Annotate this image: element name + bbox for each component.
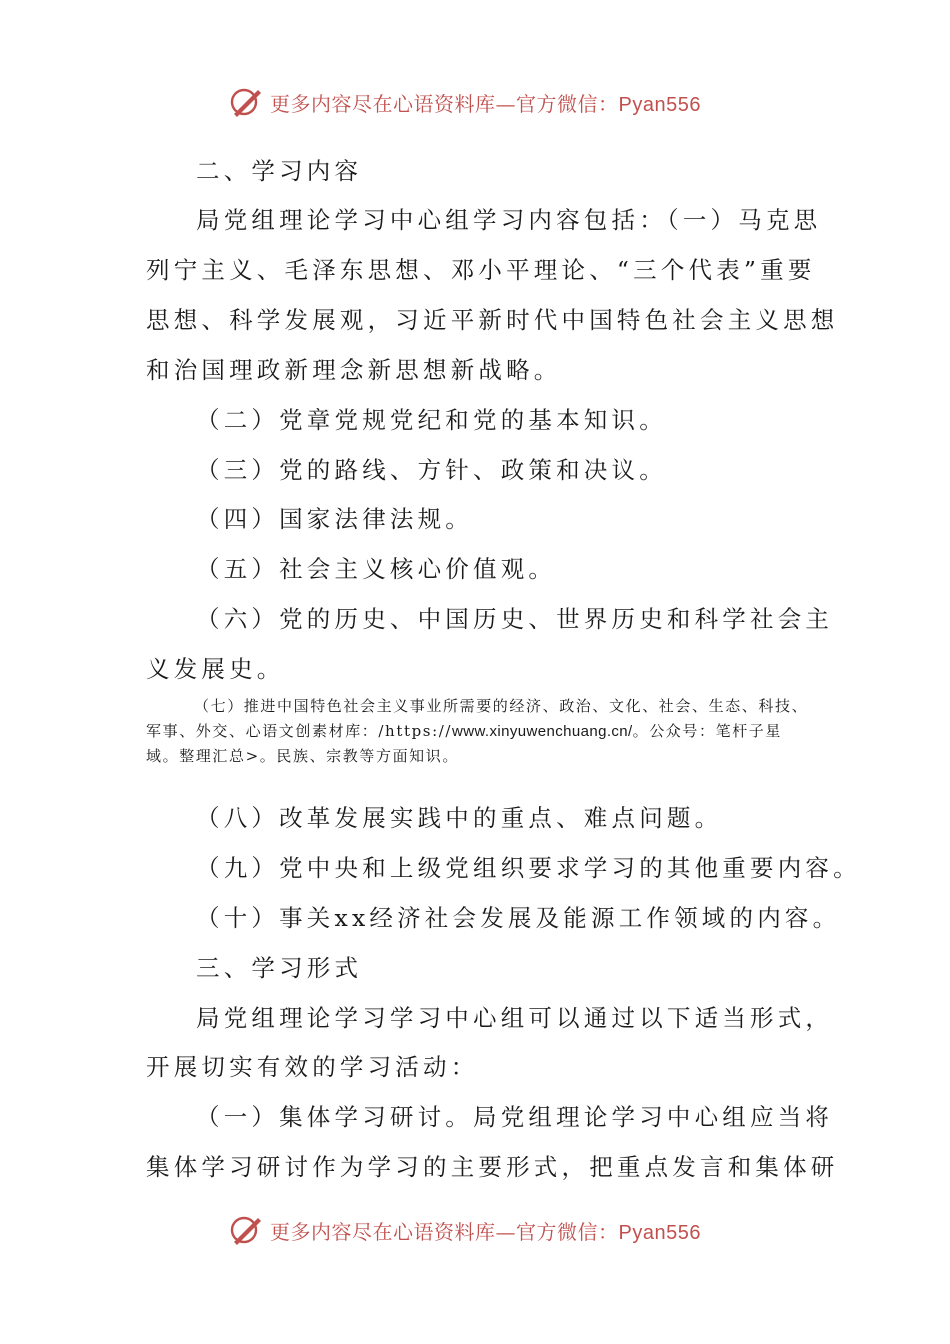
paragraph-line: （三）党的路线、方针、政策和决议。: [196, 456, 667, 484]
watermark-top: [228, 84, 701, 120]
paragraph-line: （九）党中央和上级党组织要求学习的其他重要内容。: [196, 854, 861, 882]
paragraph-line: （五）社会主义核心价值观。: [196, 555, 557, 583]
paragraph-line: 局党组理论学习学习中心组可以通过以下适当形式，: [196, 1004, 834, 1032]
url-text: www.xinyuwenchuang.cn/: [452, 722, 633, 740]
paragraph-line: 集体学习研讨作为学习的主要形式，把重点发言和集体研: [146, 1153, 839, 1181]
paragraph-line: （六）党的历史、中国历史、世界历史和科学社会主: [196, 605, 834, 633]
paragraph-line: （八）改革发展实践中的重点、难点问题。: [196, 804, 723, 832]
pen-logo-icon: [228, 84, 264, 120]
pen-logo-icon: [228, 1212, 264, 1248]
paragraph-line: 义发展史。: [146, 655, 285, 683]
paragraph-line: 开展切实有效的学习活动：: [146, 1053, 479, 1081]
watermark-text: 更多内容尽在心语资料库—官方微信：Pyan556: [270, 91, 701, 116]
paragraph-line: 列宁主义、毛泽东思想、邓小平理论、“三个代表”重要: [146, 256, 816, 284]
paragraph-line: （一）集体学习研讨。局党组理论学习中心组应当将: [196, 1103, 834, 1131]
paragraph-line: 思想、科学发展观，习近平新时代中国特色社会主义思想: [146, 306, 839, 334]
watermark-bottom: [228, 1212, 701, 1248]
watermark-text: 更多内容尽在心语资料库—官方微信：Pyan556: [270, 1219, 701, 1244]
paragraph-line: （十）事关xx经济社会发展及能源工作领域的内容。: [196, 904, 841, 932]
paragraph-line: 局党组理论学习中心组学习内容包括：（一）马克思: [196, 206, 822, 234]
heading-study-form: 三、学习形式: [196, 954, 363, 982]
heading-study-content: 二、学习内容: [196, 157, 363, 185]
inserted-small-paragraph: （七）推进中国特色社会主义事业所需要的经济、政治、文化、社会、生态、科技、军事、外交、心语文创素材库：/https://www.xinyuwenchuang.cn/。公众号：笔杆子星域。整理汇总>。民族、宗教等方面知识。: [146, 697, 809, 765]
paragraph-line: （二）党章党规党纪和党的基本知识。: [196, 406, 667, 434]
paragraph-line: （四）国家法律法规。: [196, 505, 473, 533]
paragraph-line: 和治国理政新理念新思想新战略。: [146, 356, 562, 384]
